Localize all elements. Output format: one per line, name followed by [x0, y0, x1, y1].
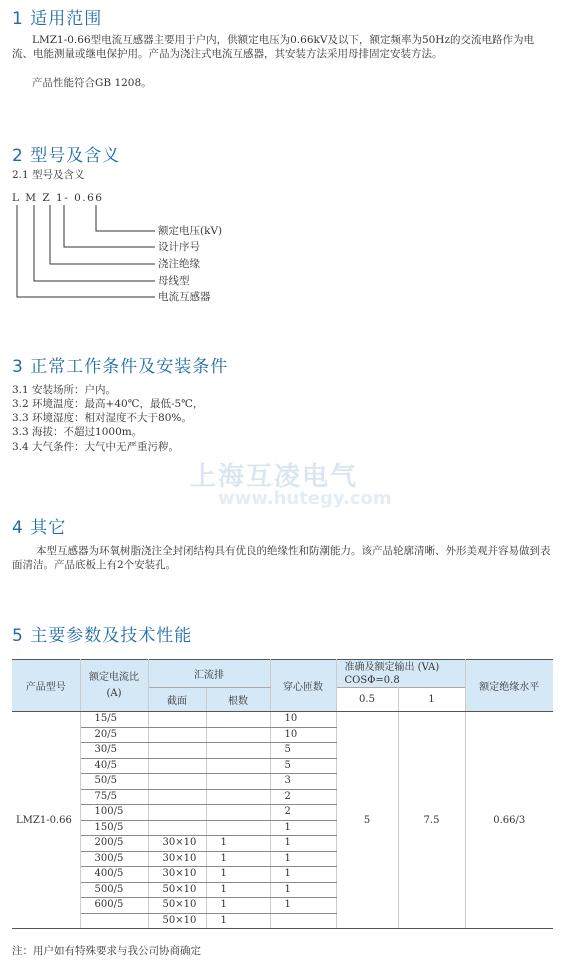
header-class-05: 0.5 — [336, 688, 398, 712]
cell-section — [148, 789, 206, 805]
header-accuracy-label: 准确及额定输出 (VA) — [344, 661, 440, 673]
cell-turns: 2 — [270, 805, 336, 821]
cell-section: 30×10 — [148, 851, 206, 867]
header-busbar: 汇流排 — [148, 660, 270, 688]
code-label-cast: 浇注绝缘 — [158, 258, 200, 270]
cell-turns: 1 — [270, 820, 336, 836]
condition-item: 3.2 环境温度：最高+40℃，最低-5℃， — [12, 398, 204, 410]
cell-ratio: 20/5 — [80, 727, 148, 743]
cell-section — [148, 774, 206, 790]
condition-item: 3.3 环境湿度：相对湿度不大于80%。 — [12, 412, 192, 424]
leader-line-design — [64, 205, 155, 247]
cell-section — [148, 727, 206, 743]
cell-section: 50×10 — [148, 882, 206, 898]
cell-ratio: 500/5 — [80, 882, 148, 898]
header-model: 产品型号 — [12, 660, 80, 712]
cell-output-05: 5 — [336, 712, 398, 929]
cell-turns: 1 — [270, 898, 336, 914]
cell-count: 1 — [206, 867, 270, 883]
header-section: 截面 — [148, 688, 206, 712]
leader-line-ct — [17, 205, 155, 297]
cell-count — [206, 774, 270, 790]
cell-ratio: 600/5 — [80, 898, 148, 914]
code-label-ct: 电流互感器 — [158, 291, 211, 303]
cell-section: 50×10 — [148, 898, 206, 914]
cell-turns: 1 — [270, 851, 336, 867]
model-code: L M Z 1- 0.66 — [12, 192, 104, 204]
header-turns: 穿心匝数 — [270, 660, 336, 712]
table-note: 注：用户如有特殊要求与我公司协商确定 — [12, 945, 201, 957]
cell-count — [206, 805, 270, 821]
cell-ratio: 400/5 — [80, 867, 148, 883]
cell-count: 1 — [206, 836, 270, 852]
cell-output-1: 7.5 — [398, 712, 465, 929]
leader-line-cast — [50, 205, 155, 264]
section-4-title: 4 其它 — [12, 518, 67, 538]
condition-item: 3.3 海拔：不超过1000m。 — [12, 426, 143, 438]
leader-line-voltage — [96, 205, 155, 231]
cell-count: 1 — [206, 913, 270, 929]
cell-ratio: 300/5 — [80, 851, 148, 867]
spec-table — [12, 659, 553, 929]
watermark-url: www.hutegy.com — [218, 488, 392, 509]
header-class-1: 1 — [398, 688, 465, 712]
section-1-standard: 产品性能符合GB 1208。 — [32, 77, 152, 89]
cell-turns: 2 — [270, 789, 336, 805]
cell-section — [148, 820, 206, 836]
section-2-title: 2 型号及含义 — [12, 146, 121, 166]
cell-turns — [270, 913, 336, 929]
cell-turns: 5 — [270, 743, 336, 759]
cell-model: LMZ1-0.66 — [12, 712, 80, 929]
cell-count — [206, 743, 270, 759]
header-accuracy — [336, 660, 465, 688]
cell-turns: 1 — [270, 882, 336, 898]
cell-ratio: 50/5 — [80, 774, 148, 790]
model-code-diagram — [0, 0, 564, 320]
header-insulation: 额定绝缘水平 — [465, 660, 553, 712]
cell-count: 1 — [206, 882, 270, 898]
cell-ratio: 30/5 — [80, 743, 148, 759]
watermark-company: 上海互凌电气 — [190, 462, 359, 492]
cell-insulation: 0.66/3 — [465, 712, 553, 929]
cell-count: 1 — [206, 851, 270, 867]
cell-section — [148, 805, 206, 821]
cell-count — [206, 789, 270, 805]
condition-item: 3.4 大气条件：大气中无严重污秽。 — [12, 441, 180, 453]
cell-ratio: 75/5 — [80, 789, 148, 805]
section-2-subtitle: 2.1 型号及含义 — [12, 169, 85, 181]
code-label-busbar: 母线型 — [158, 275, 190, 287]
cell-section — [148, 743, 206, 759]
cell-ratio: 100/5 — [80, 805, 148, 821]
cell-ratio: 15/5 — [80, 712, 148, 728]
cell-turns: 3 — [270, 774, 336, 790]
cell-turns: 5 — [270, 758, 336, 774]
table-row — [12, 712, 553, 728]
cell-count — [206, 727, 270, 743]
cell-count — [206, 712, 270, 728]
cell-turns: 10 — [270, 727, 336, 743]
cell-count — [206, 758, 270, 774]
cell-ratio: 200/5 — [80, 836, 148, 852]
section-1-paragraph: LMZ1-0.66型电流互感器主要用于户内，供额定电压为0.66kV及以下，额定频率为50Hz的交流电路作为电流、电能测量或继电保护用。产品为浇注式电流互感器，其安装方法采用母排固定安装方法。 — [12, 34, 534, 60]
section-1-title: 1 适用范围 — [12, 9, 103, 29]
cell-section: 50×10 — [148, 913, 206, 929]
section-5-title: 5 主要参数及技术性能 — [12, 626, 193, 646]
condition-item: 3.1 安装场所：户内。 — [12, 384, 117, 396]
section-4-paragraph: 本型互感器为环氧树脂浇注全封闭结构具有优良的绝缘性和防潮能力。该产品轮廓清晰、外形美观并容易做到表面清洁。产品底板上有2个安装孔。 — [12, 545, 551, 571]
code-label-voltage: 额定电压(kV) — [158, 225, 223, 237]
cell-section: 30×10 — [148, 867, 206, 883]
cell-count — [206, 820, 270, 836]
cell-count: 1 — [206, 898, 270, 914]
code-label-design: 设计序号 — [158, 241, 200, 253]
cell-turns: 1 — [270, 836, 336, 852]
leader-line-busbar — [34, 205, 155, 281]
cell-section: 30×10 — [148, 836, 206, 852]
cell-ratio: 150/5 — [80, 820, 148, 836]
cell-ratio — [80, 913, 148, 929]
cell-section — [148, 712, 206, 728]
cell-turns: 1 — [270, 867, 336, 883]
section-3-title: 3 正常工作条件及安装条件 — [12, 357, 229, 377]
cell-section — [148, 758, 206, 774]
header-ratio: 额定电流比(A) — [80, 660, 148, 712]
header-count: 根数 — [206, 688, 270, 712]
header-cos: COSΦ=0.8 — [344, 674, 400, 686]
cell-turns: 10 — [270, 712, 336, 728]
cell-ratio: 40/5 — [80, 758, 148, 774]
